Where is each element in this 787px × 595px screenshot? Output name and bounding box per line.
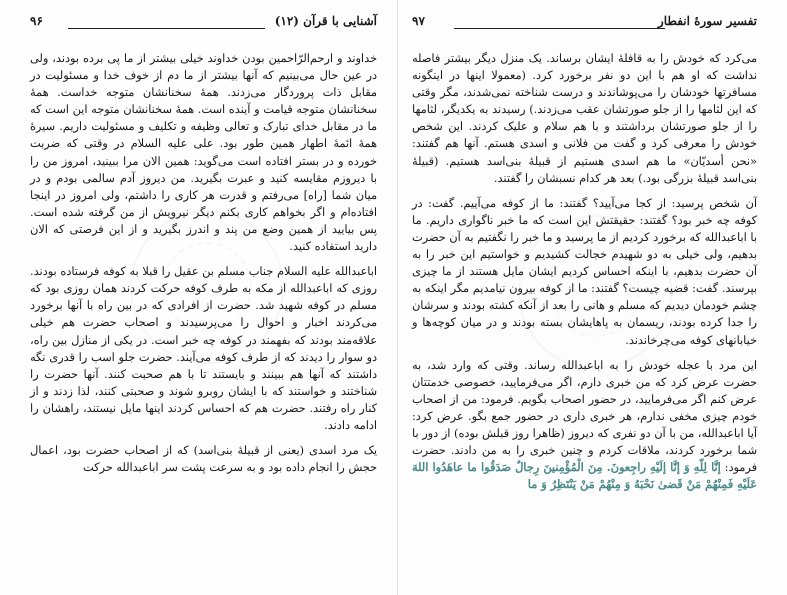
running-title: تفسیر سورهٔ انفطار [657, 14, 757, 28]
paragraph [412, 357, 757, 494]
right-page [398, 0, 787, 595]
page-number: ۹۶ [30, 14, 43, 28]
page-number: ۹۷ [412, 14, 425, 28]
quran-verse: إنَّا لِلّهِ وَ إنَّا إلَیْهِ راجِعونَ. مِنَ الْمُؤْمِنینَ رِجالٌ صَدَقُوا ما عاهَدُوا اللهَ عَلَیْهِ فَمِنْهُمْ مَنْ قَضیٰ نَحْبَهُ وَ مِنْهُمْ مَنْ یَنْتَظِرُ وَ ما [412, 460, 757, 492]
header-rule [454, 28, 665, 29]
running-title: آشنایی با قرآن (۱۲) [274, 14, 377, 28]
paragraph-text: این مرد با عجله خودش را به ابا‌عبدالله رساند. وقتی که وارد شد، به حضرت عرض کرد که من خبری دارم، اگر می‌فرمایید، خصوصی خدمتتان عرض کنم اگر می‌فرمایید، در حضور اصحاب بگویم. فرمود: من از اصحاب خودم چیزی مخفی ندارم، هر خبری داری در حضور جمع بگو. عرض کرد: آیا ابا‌عبدالله، من با آن دو نفری که دیروز (ظاهرا روز قبلش بوده) از دور با شما برخورد کردند، ملاقات کردم و چنین خبری را به من دادند. حضرت فرمود: [412, 358, 757, 475]
right-page-header [412, 14, 757, 32]
paragraph: آن شخص پرسید: از کجا می‌آیید؟ گفتند: ما از کوفه می‌آییم. گفت: در کوفه چه خبر بود؟ گفتند: حقیقتش این است که ما خبر ناگواری داریم. ما با ابا‌عبدالله که برخورد کردیم از ما پرسید و ما خبر را نگفتیم به آن حضرت بدهیم، ولی خیلی به دو شهیدم خجالت کشیدیم و خواستیم این خبر را به آن حضرت بدهیم، با اینکه احساس کردیم ایشان مایل هستند از ما چیزی بپرسند. گفت: قضیه چیست؟ گفتند: ما از کوفه بیرون نیامدیم مگر اینکه به چشم خودمان دیدیم که مسلم و هانی را بعد از آنکه کشته بودند و سرشان را جدا کرده بودند، ریسمان به پاهایشان بسته بودند و در میان کوچه‌ها و خیابانهای کوفه می‌چرخاندند. [412, 196, 757, 347]
left-page-header [30, 14, 377, 32]
right-page-body [412, 50, 757, 493]
left-page-body [30, 50, 377, 476]
paragraph: یک مرد اسدی (یعنی از قبیلهٔ بنی‌اسد) که از اصحاب حضرت بود، اعمال حجش را انجام داده بود و به سرعت پشت سر ابا‌عبدالله حرکت [30, 444, 377, 475]
header-rule [68, 28, 265, 29]
paragraph: خداوند و ارحم‌الرّاحمین بودن خداوند خیلی بیشتر از ما پی برده بودند، ولی در عین حال می‌بینیم که آنها بیشتر از ما دم از خوف خدا و مسئولیت در مقابل ذات پروردگار می‌زدند. همهٔ سخنانشان متوجه خداست. همهٔ سخنانشان متوجه قیامت و آینده است. همهٔ سخنانشان متوجه این است که ما در مقابل خدای تبارک و تعالی وظیفه و تکلیف و مسئولیت داریم. سیرهٔ همهٔ ائمهٔ اطهار همین طور بود. علی علیه السلام در وقتی که ضربت خورده و در بستر افتاده است می‌گوید: همین الان مرا ببینید، امروز من را با دیروزم مقایسه کنید و عبرت بگیرید. من دیروز آدم سالمی بودم و در میان شما [راه] می‌رفتم و قدرت هر کاری را داشتم، ولی امروز در اینجا افتاده‌ام و اگر بخواهم کاری بکنم دیگر نیرویش از من گرفته شده است. پس بیایید از همین وضع من پند و اندرز بگیرید و از این فرصتی که الان دارید استفاده کنید. [30, 52, 377, 254]
paragraph: ابا‌عبدالله علیه السلام جناب مسلم بن عقیل را قبلا به کوفه فرستاده بودند. روزی که ابا‌عبدالله از مکه به طرف کوفه حرکت کردند همان روزی بود که مسلم در کوفه شهید شد. حضرت از افرادی که در بین راه با آنها برخورد می‌کردند اخبار و احوال را می‌پرسیدند و اصحاب حضرت هم خیلی علاقه‌مند بودند که بفهمند در کوفه چه خبر است. در یکی از منازل بین راه، دو سوار را دیدند که از طرف کوفه می‌آیند. حضرت جلو اسب را قدری نگه داشتند که آنها هم ببینند و بایستند تا با هم صحبت کنند. آنها حضرت را شناختند و خواستند که با ایشان روبرو شوند و صحبتی کنند، لذا زدند و از کنار راه رفتند. حضرت هم که احساس کردند اینها مایل نیستند، راهشان را ادامه دادند. [30, 265, 377, 432]
paragraph: می‌کرد که خودش را به قافلهٔ ایشان برساند. یک منزل دیگر بیشتر فاصله نداشت که او هم با این دو نفر برخورد کرد. (معمولا اینها در اینگونه مسافرتها خودشان را می‌پوشاندند و درست شناخته نمی‌شدند، مگر وقتی که این لثامها را از جلو صورتشان عقب می‌زدند.) رسیدند به یکدیگر، لثامها را از جلو صورتشان برداشتند و با هم سلام و علیک کردند. این شخص خودش را معرفی کرد و گفت من فلانی و اسدی هستم. آنها هم گفتند: «نحن أسدیّان» ما هم اسدی هستیم از قبیلهٔ بنی‌اسد هستیم. (قبیلهٔ بنی‌اسد قبیلهٔ بزرگی بود.) بعد هر کدام نسبشان را گفتند. [412, 52, 757, 185]
